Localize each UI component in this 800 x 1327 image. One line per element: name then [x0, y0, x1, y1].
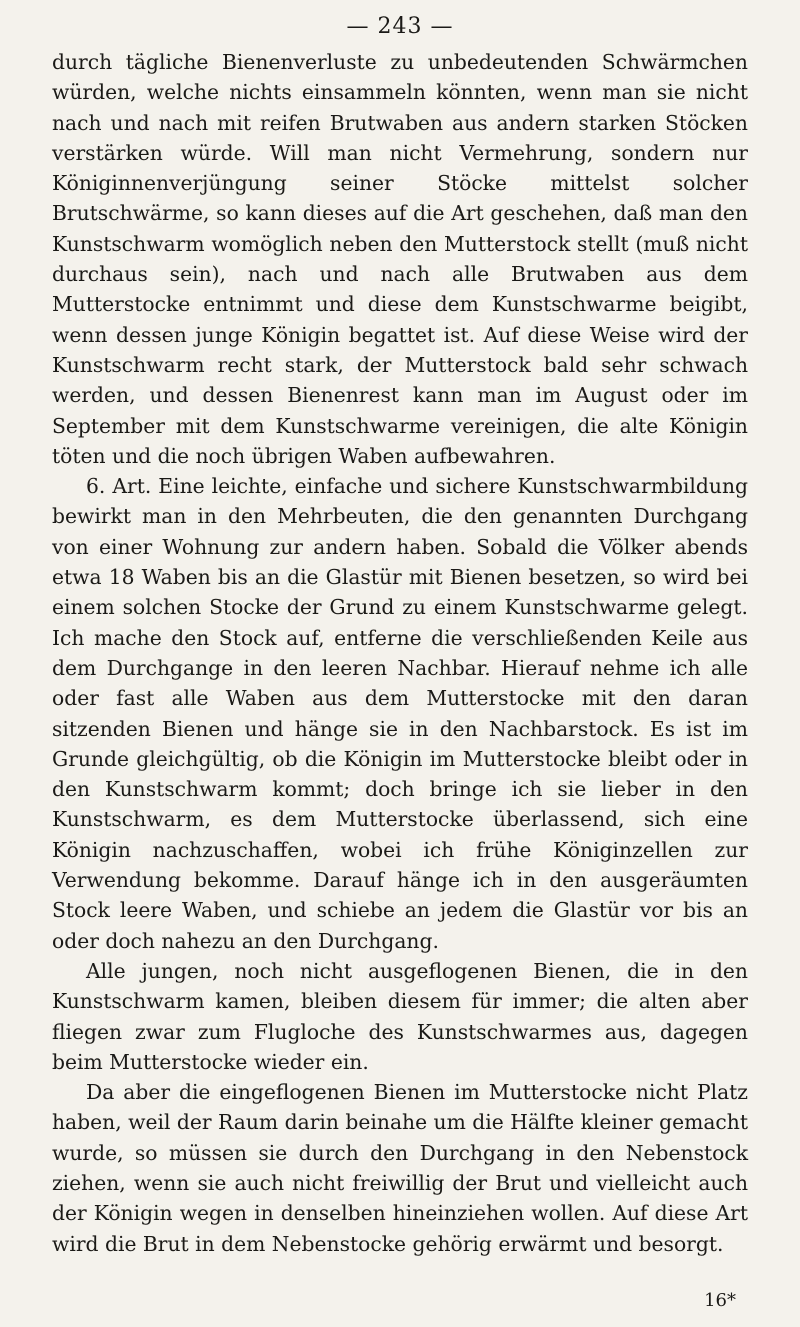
paragraph-4: Da aber die eingeflogenen Bienen im Mutterstocke nicht Platz haben, weil der Raum darin beinahe um die Hälfte kleiner gemacht wurde, so müssen sie durch den Durchgang in den Nebenstock ziehen, wenn sie auch nicht freiwillig der Brut und vielleicht auch der Königin wegen in denselben hineinziehen wollen. Auf diese Art wird die Brut in dem Nebenstocke gehörig erwärmt und besorgt.: [52, 1080, 748, 1256]
page-number: — 243 —: [346, 14, 454, 39]
paragraph-3: Alle jungen, noch nicht ausgeflogenen Bienen, die in den Kunstschwarm kamen, bleiben diesem für immer; die alten aber fliegen zwar zum Flugloche des Kunstschwarmes aus, dagegen beim Mutterstocke wieder ein.: [52, 958, 748, 1074]
paragraph-2: 6. Art. Eine leichte, einfache und sichere Kunstschwarmbildung bewirkt man in den Mehrbeuten, die den genannten Durchgang von einer Wohnung zur andern haben. Sobald die Völker abends etwa 18 Waben bis an die Glastür mit Bienen besetzen, so wird bei einem solchen Stocke der Grund zu einem Kunstschwarme gelegt. Ich mache den Stock auf, entferne die verschließenden Keile aus dem Durchgange in den leeren Nachbar. Hierauf nehme ich alle oder fast alle Waben aus dem Mutterstocke mit den daran sitzenden Bienen und hänge sie in den Nachbarstock. Es ist im Grunde gleichgültig, ob die Königin im Mutterstocke bleibt oder in den Kunstschwarm kommt; doch bringe ich sie lieber in den Kunstschwarm, es dem Mutterstocke überlassend, sich eine Königin nachzuschaffen, wobei ich frühe Königinzellen zur Verwendung bekomme. Darauf hänge ich in den ausgeräumten Stock leere Waben, und schiebe an jedem die Glastür vor bis an oder doch nahezu an den Durchgang.: [52, 474, 748, 953]
signature-mark: 16*: [704, 1290, 736, 1311]
body-text: [52, 47, 748, 1259]
paragraph-1: durch tägliche Bienenverluste zu unbedeutenden Schwärmchen würden, welche nichts einsammeln könnten, wenn man sie nicht nach und nach mit reifen Brutwaben aus andern starken Stöcken verstärken würde. Will man nicht Vermehrung, sondern nur Königinnenverjüngung seiner Stöcke mittelst solcher Brutschwärme, so kann dieses auf die Art geschehen, daß man den Kunstschwarm womöglich neben den Mutterstock stellt (muß nicht durchaus sein), nach und nach alle Brutwaben aus dem Mutterstocke entnimmt und diese dem Kunstschwarme beigibt, wenn dessen junge Königin begattet ist. Auf diese Weise wird der Kunstschwarm recht stark, der Mutterstock bald sehr schwach werden, und dessen Bienenrest kann man im August oder im September mit dem Kunstschwarme vereinigen, die alte Königin töten und die noch übrigen Waben aufbewahren.: [52, 50, 748, 468]
